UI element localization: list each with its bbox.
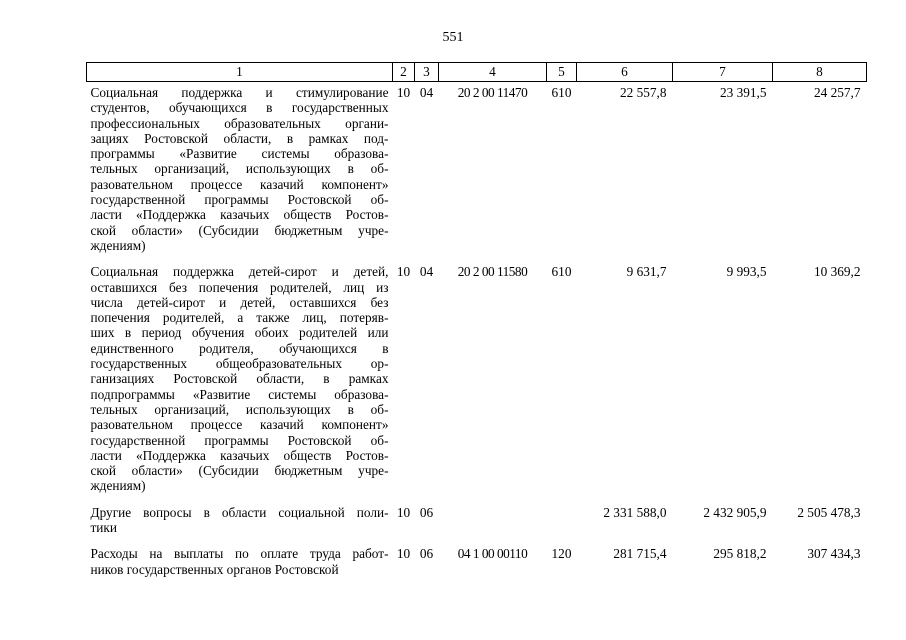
amount-year-3: 307 434,3 xyxy=(807,546,861,562)
subsection-code: 06 xyxy=(419,504,434,520)
target-article-code: 20 2 00 11470 xyxy=(457,85,528,100)
subsection-code: 04 xyxy=(419,264,434,280)
table-row xyxy=(87,82,867,262)
description-line: оставшихся без попечения родителей, лиц из xyxy=(90,279,389,295)
row-description xyxy=(87,82,393,262)
description-line: числа детей-сирот и детей, оставшихся без xyxy=(90,294,389,310)
table-body xyxy=(87,82,867,585)
header-col-4: 4 xyxy=(439,63,547,82)
expense-type-code: 610 xyxy=(551,85,572,100)
header-col-1: 1 xyxy=(87,63,393,82)
description-line: государственной программы Ростовской об- xyxy=(90,192,389,208)
header-col-5: 5 xyxy=(547,63,577,82)
amount-year-1: 2 331 588,0 xyxy=(603,504,667,520)
amount-year-2: 2 432 905,9 xyxy=(703,504,767,520)
header-col-6: 6 xyxy=(577,63,673,82)
header-col-8: 8 xyxy=(773,63,867,82)
description-line: Расходы на выплаты по оплате труда работ- xyxy=(90,546,389,562)
description-line: ников государственных органов Ростовской xyxy=(90,561,339,577)
description-line: тельных организаций, использующих в об- xyxy=(90,401,389,417)
amount-year-2: 9 993,5 xyxy=(726,264,767,280)
amount-year-1: 22 557,8 xyxy=(619,85,667,100)
description-line: ской области» (Субсидии бюджетным учре- xyxy=(90,222,389,238)
description-line: ждениям) xyxy=(90,478,146,494)
description-line: ской области» (Субсидии бюджетным учре- xyxy=(90,463,389,479)
table-row xyxy=(87,502,867,544)
amount-year-1: 9 631,7 xyxy=(626,264,667,280)
table-row xyxy=(87,261,867,501)
description-line: профессиональных образовательных органи- xyxy=(90,115,389,131)
description-line: единственного родителя, обучающихся в xyxy=(90,340,389,356)
table-row xyxy=(87,543,867,585)
header-row xyxy=(87,63,867,82)
subsection-code: 04 xyxy=(419,85,434,100)
expense-type-code xyxy=(547,502,577,544)
description-line: попечения родителей, а также лиц, потеряв- xyxy=(90,310,389,326)
description-line: подпрограммы «Развитие системы образова- xyxy=(90,386,389,402)
header-col-2: 2 xyxy=(393,63,415,82)
description-line: тельных организаций, использующих в об- xyxy=(90,161,389,177)
amount-year-2: 23 391,5 xyxy=(719,85,767,100)
header-col-7: 7 xyxy=(673,63,773,82)
description-line: Социальная поддержка детей-сирот и детей, xyxy=(90,264,389,280)
amount-year-3: 2 505 478,3 xyxy=(797,504,861,520)
description-line: программы «Развитие системы образова- xyxy=(90,146,389,162)
amount-year-2: 295 818,2 xyxy=(713,546,767,562)
description-line: ласти «Поддержка казачьих обществ Ростов- xyxy=(90,207,389,223)
description-line: государственных общеобразовательных ор- xyxy=(90,356,389,372)
amount-year-1: 281 715,4 xyxy=(613,546,667,562)
description-line: зациях Ростовской области, в рамках под- xyxy=(90,130,389,146)
row-description xyxy=(87,502,393,544)
section-code: 10 xyxy=(396,546,411,562)
amount-year-3: 24 257,7 xyxy=(813,85,861,100)
expense-type-code: 120 xyxy=(551,546,572,562)
description-line: разовательном процессе казачий компонент» xyxy=(90,417,389,433)
page-number: 551 xyxy=(442,30,464,45)
description-line: ласти «Поддержка казачьих обществ Ростов- xyxy=(90,447,389,463)
amount-year-3: 10 369,2 xyxy=(813,264,861,280)
expense-type-code: 610 xyxy=(551,264,572,280)
section-code: 10 xyxy=(396,264,411,280)
description-line: ших в период обучения обоих родителей или xyxy=(90,325,389,341)
section-code: 10 xyxy=(396,504,411,520)
row-description xyxy=(87,543,393,585)
description-line: разовательном процессе казачий компонент» xyxy=(90,176,389,192)
budget-table xyxy=(86,62,867,585)
target-article-code xyxy=(439,502,547,544)
subsection-code: 06 xyxy=(419,546,434,562)
description-line: государственной программы Ростовской об- xyxy=(90,432,389,448)
section-code: 10 xyxy=(396,85,411,100)
description-line: тики xyxy=(90,520,118,536)
description-line: Социальная поддержка и стимулирование xyxy=(90,85,389,100)
description-line: Другие вопросы в области социальной поли- xyxy=(90,504,389,520)
description-line: ганизациях Ростовской области, в рамках xyxy=(90,371,389,387)
description-line: студентов, обучающихся в государственных xyxy=(90,100,389,116)
row-description xyxy=(87,261,393,501)
target-article-code: 20 2 00 11580 xyxy=(457,264,528,280)
description-line: ждениям) xyxy=(90,237,146,253)
header-col-3: 3 xyxy=(415,63,439,82)
target-article-code: 04 1 00 00110 xyxy=(457,546,528,562)
